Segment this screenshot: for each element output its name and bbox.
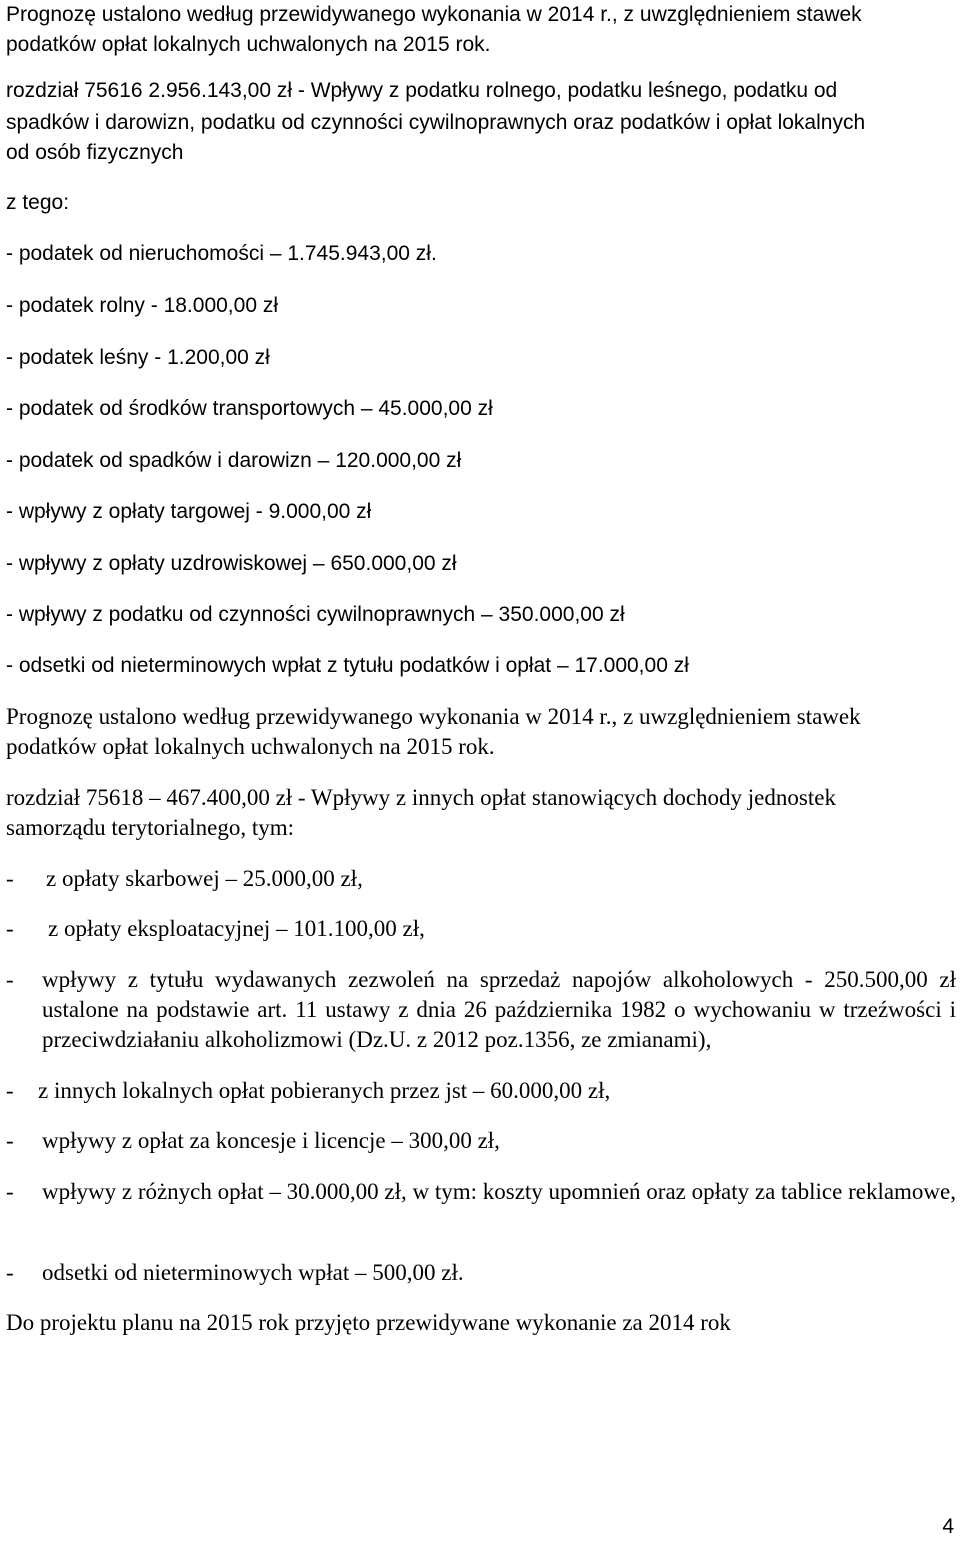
fee-item-spa: - wpływy z opłaty uzdrowiskowej – 650.000,00 zł <box>6 552 457 575</box>
fee-bullet-other-local <box>6 1076 956 1106</box>
fee-bullet-text: wpływy z tytułu wydawanych zezwoleń na sprzedaż napojów alkoholowych - 250.500,00 zł ustalone na podstawie art. 11 ustawy z dnia 26 października 1982 o wychowaniu w trzeźwości i przeciwdziałaniu alkoholizmowi (Dz.U. z 2012 poz.1356, ze zmianami), <box>42 967 956 1052</box>
tax-item-property: - podatek od nieruchomości – 1.745.943,00 zł. <box>6 242 437 265</box>
bullet-dash: - <box>6 916 14 941</box>
page-number: 4 <box>942 1515 954 1538</box>
fee-bullet-text: z opłaty eksploatacyjnej – 101.100,00 zł, <box>48 916 425 941</box>
chapter-75618-line-2: samorządu terytorialnego, tym: <box>6 815 295 840</box>
bullet-dash: - <box>6 1179 14 1204</box>
fee-bullet-text: wpływy z różnych opłat – 30.000,00 zł, w tym: koszty upomnień oraz opłaty za tablice reklamowe, <box>42 1179 957 1204</box>
chapter-75616-line-1: rozdział 75616 2.956.143,00 zł - Wpływy z podatku rolnego, podatku leśnego, podatku od <box>6 79 838 102</box>
chapter-75616-line-3: od osób fizycznych <box>6 141 184 164</box>
fee-bullet-various <box>6 1177 956 1237</box>
fee-bullet-stamp-duty <box>6 864 956 894</box>
fee-bullet-text: wpływy z opłat za koncesje i licencje – 300,00 zł, <box>42 1128 500 1153</box>
fee-bullet-text: z opłaty skarbowej – 25.000,00 zł, <box>46 866 363 891</box>
interest-item-late-payments: - odsetki od nieterminowych wpłat z tytułu podatków i opłat – 17.000,00 zł <box>6 654 689 677</box>
bullet-dash: - <box>6 1078 14 1103</box>
tax-item-agricultural: - podatek rolny - 18.000,00 zł <box>6 294 278 317</box>
closing-statement: Do projektu planu na 2015 rok przyjęto przewidywane wykonanie za 2014 rok <box>6 1310 731 1335</box>
bullet-dash: - <box>6 967 14 992</box>
bullet-dash: - <box>6 866 14 891</box>
forecast-note-1-line-2: podatków opłat lokalnych uchwalonych na 2015 rok. <box>6 33 491 56</box>
fee-bullet-late-interest <box>6 1258 956 1288</box>
fee-bullet-text: z innych lokalnych opłat pobieranych przez jst – 60.000,00 zł, <box>38 1078 611 1103</box>
chapter-75618-line-1: rozdział 75618 – 467.400,00 zł - Wpływy z innych opłat stanowiących dochody jednostek <box>6 785 836 810</box>
fee-bullet-alcohol-permits <box>6 965 956 1055</box>
bullet-dash: - <box>6 1260 14 1285</box>
chapter-75616-line-2: spadków i darowizn, podatku od czynności cywilnoprawnych oraz podatków i opłat lokalnych <box>6 111 866 134</box>
fee-bullet-text: odsetki od nieterminowych wpłat – 500,00 zł. <box>42 1260 464 1285</box>
bullet-dash: - <box>6 1128 14 1153</box>
forecast-note-1-line-1: Prognozę ustalono według przewidywanego wykonania w 2014 r., z uwzględnieniem stawek <box>6 3 862 26</box>
fee-item-market: - wpływy z opłaty targowej - 9.000,00 zł <box>6 500 372 523</box>
forecast-note-2-line-1: Prognozę ustalono według przewidywanego wykonania w 2014 r., z uwzględnieniem stawek <box>6 704 861 729</box>
forecast-note-2-line-2: podatków opłat lokalnych uchwalonych na 2015 rok. <box>6 734 495 759</box>
of-which-label: z tego: <box>6 191 70 214</box>
tax-item-transport: - podatek od środków transportowych – 45.000,00 zł <box>6 397 493 420</box>
tax-item-civil-law: - wpływy z podatku od czynności cywilnoprawnych – 350.000,00 zł <box>6 603 625 626</box>
tax-item-inheritance: - podatek od spadków i darowizn – 120.000,00 zł <box>6 449 462 472</box>
tax-item-forest: - podatek leśny - 1.200,00 zł <box>6 346 270 369</box>
fee-bullet-exploitation <box>6 914 956 944</box>
fee-bullet-licences <box>6 1126 956 1156</box>
